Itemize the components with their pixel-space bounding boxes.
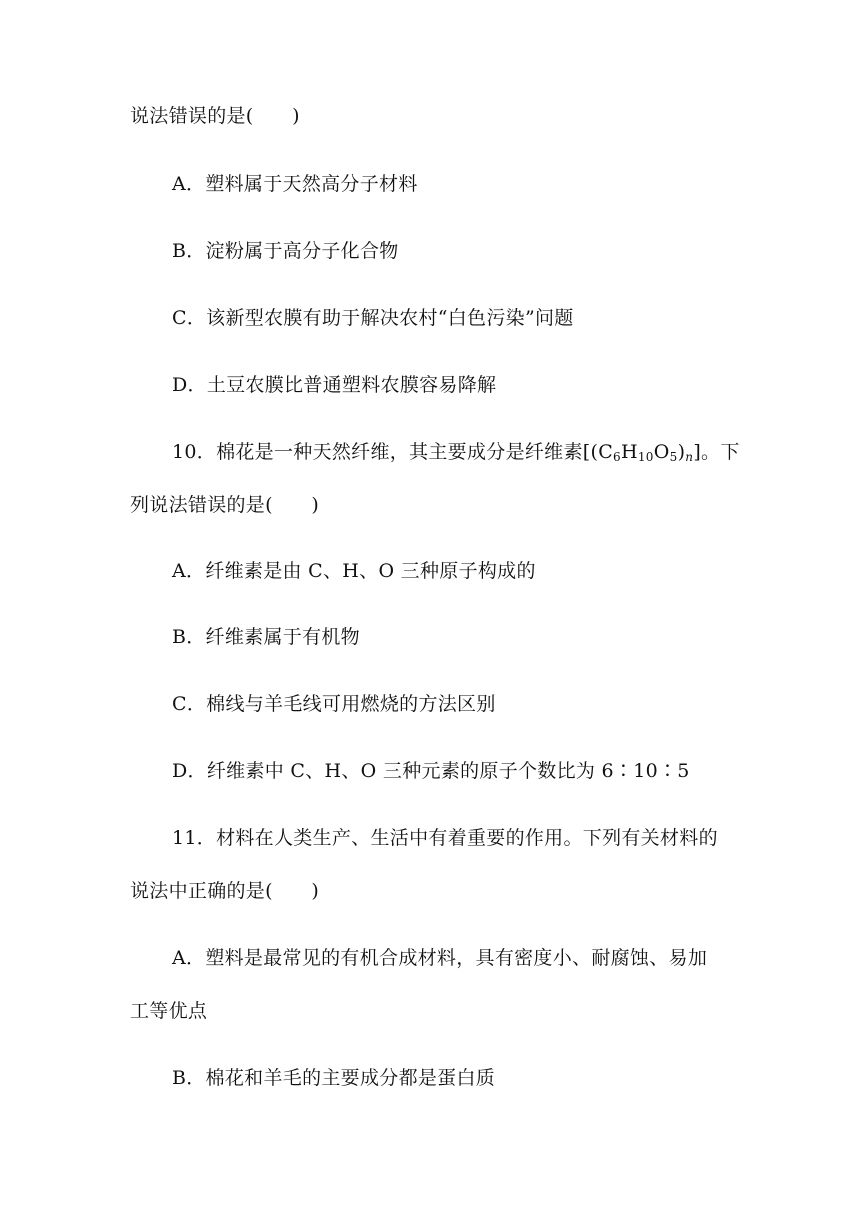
q11-option-b: B．棉花和羊毛的主要成分都是蛋白质: [172, 1067, 496, 1089]
formula-h: H: [620, 441, 638, 463]
q10-option-a: A．纤维素是由 C、H、O 三种原子构成的: [172, 560, 536, 582]
formula-sub-h: 10: [637, 450, 654, 464]
formula-close: ): [677, 441, 686, 463]
q10-stem-continued: 列说法错误的是( ): [130, 494, 320, 516]
formula-sub-o: 5: [669, 450, 678, 464]
q11-option-a: A．塑料是最常见的有机合成材料，具有密度小、耐腐蚀、易加: [172, 947, 708, 969]
q9-option-c: C．该新型农膜有助于解决农村“白色污染”问题: [172, 307, 574, 329]
formula-sub-c: 6: [613, 450, 621, 464]
q9-option-d: D．土豆农膜比普通塑料农膜容易降解: [172, 374, 497, 396]
q11-stem-continued: 说法中正确的是( ): [130, 880, 320, 902]
q10-option-d: D．纤维素中 C、H、O 三种元素的原子个数比为 6∶10∶5: [172, 760, 690, 782]
q10-option-b: B．纤维素属于有机物: [172, 626, 360, 648]
q11-stem: 11．材料在人类生产、生活中有着重要的作用。下列有关材料的: [172, 827, 718, 849]
q9-option-b: B．淀粉属于高分子化合物: [172, 240, 399, 262]
q10-stem-suffix: ]。下: [693, 441, 740, 463]
q9-option-a: A．塑料属于天然高分子材料: [172, 173, 418, 195]
formula-o: O: [653, 441, 670, 463]
q10-stem: [172, 438, 740, 466]
q11-option-a-continued: 工等优点: [130, 1000, 208, 1022]
q9-stem-continued: 说法错误的是( ): [130, 105, 300, 127]
q10-stem-prefix: 10．棉花是一种天然纤维，其主要成分是纤维素[(C: [172, 441, 614, 463]
q10-option-c: C．棉线与羊毛线可用燃烧的方法区别: [172, 693, 496, 715]
formula-sub-n: n: [685, 450, 694, 464]
